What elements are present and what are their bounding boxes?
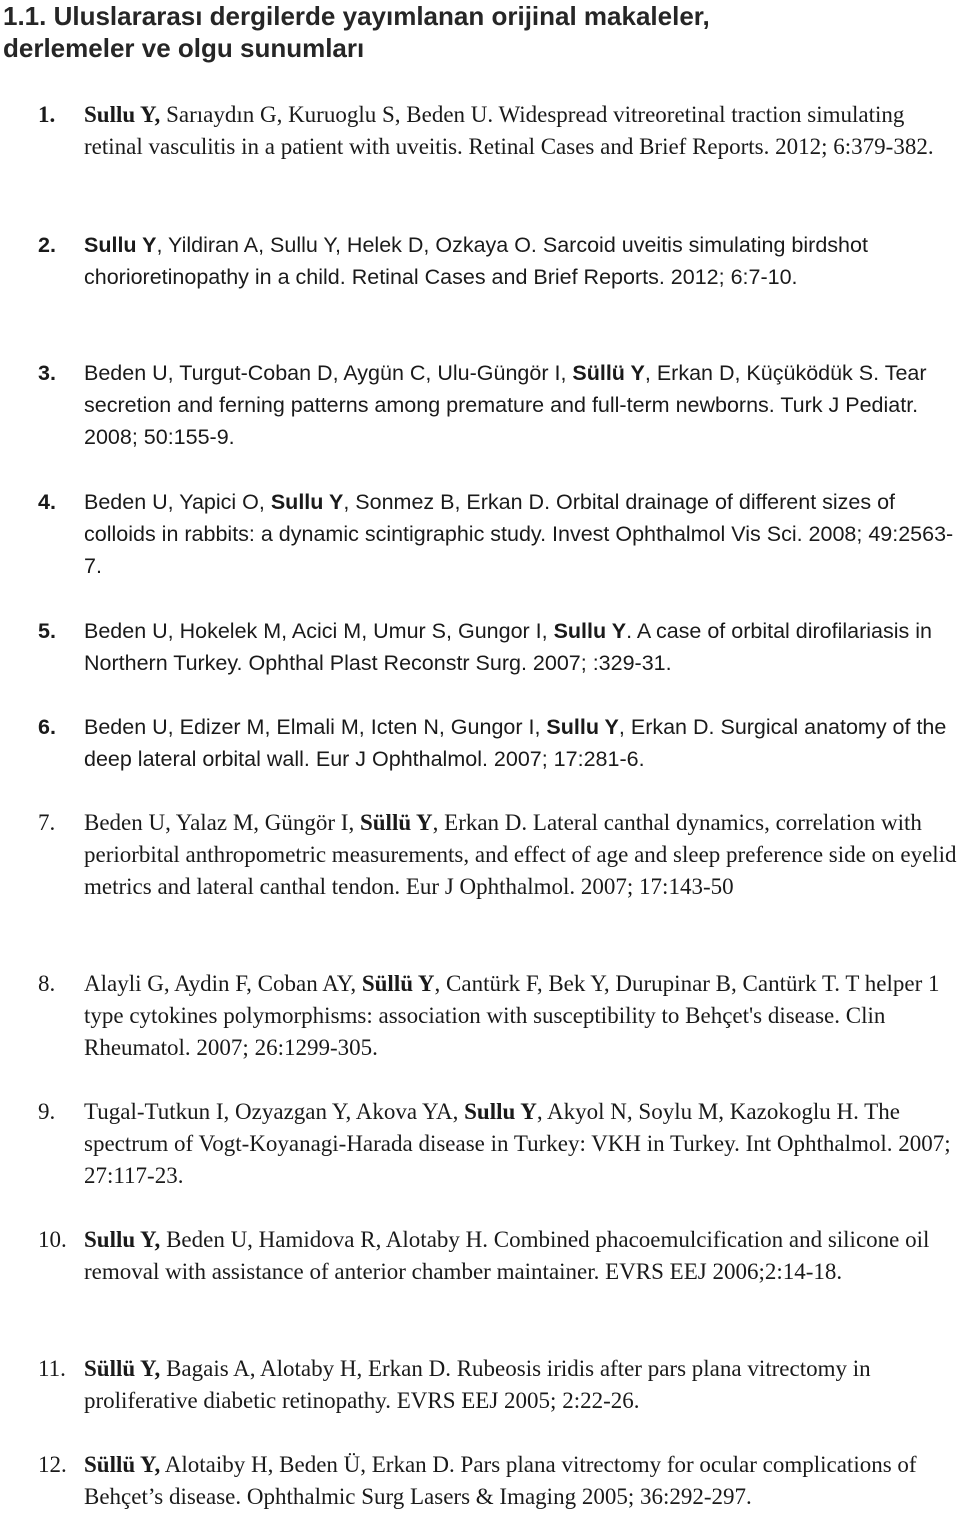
reference-text (84, 1096, 958, 1192)
highlighted-author: Sullu Y, (84, 102, 161, 127)
highlighted-author: Sullu Y (546, 715, 619, 739)
highlighted-author: Süllü Y (361, 971, 435, 996)
reference-item (38, 711, 958, 775)
reference-authors: Beden U, Hokelek M, Acici M, Umur S, Gungor I, (84, 619, 554, 643)
highlighted-author: Süllü Y, (84, 1452, 161, 1477)
reference-item (38, 1353, 958, 1417)
reference-number: 5. (38, 619, 56, 643)
reference-citation: Clin Rheumatol. 2007; 26:1299-305. (84, 1003, 886, 1060)
reference-citation: Int Ophthalmol. 2007; 27:117-23. (84, 1131, 951, 1188)
reference-number: 8. (38, 971, 56, 996)
reference-number: 9. (38, 1099, 56, 1124)
reference-number: 6. (38, 715, 56, 739)
reference-text (84, 1224, 958, 1288)
reference-title: Pars plana vitrectomy for ocular complications of Behçet’s disease. (84, 1452, 917, 1509)
highlighted-author: Sullu Y (464, 1099, 537, 1124)
reference-text (84, 1449, 958, 1513)
reference-title: Tear secretion and ferning patterns among premature and full-term newborns. (84, 361, 927, 417)
reference-citation: Ophthalmic Surg Lasers & Imaging 2005; 36:292-297. (241, 1484, 752, 1509)
highlighted-author: Sullu Y (270, 490, 344, 514)
reference-number: 2. (38, 233, 56, 257)
reference-authors-cont: , Sonmez B, Erkan D. (343, 490, 551, 514)
reference-title: Lateral canthal dynamics, correlation with periorbital anthropometric measurements, and effect of age and sleep preference side on eyelid metrics and lateral canthal tendon. (84, 810, 957, 899)
reference-authors: Beden U, Yapici O, (84, 490, 271, 514)
reference-title: T helper 1 type cytokines polymorphisms: association with susceptibility to Behçet's disease. (84, 971, 940, 1028)
reference-title: The spectrum of Vogt-Koyanagi-Harada disease in Turkey: VKH in Turkey. (84, 1099, 900, 1156)
reference-title: Rubeosis iridis after pars plana vitrectomy in proliferative diabetic retinopathy. (84, 1356, 871, 1413)
reference-title: Combined phacoemulcification and silicone oil removal with assistance of anterior chamber maintainer. (84, 1227, 930, 1284)
reference-text (84, 99, 958, 163)
reference-number: 7. (38, 810, 56, 835)
highlighted-author: Süllü Y (359, 810, 433, 835)
reference-item (38, 968, 958, 1064)
reference-number: 4. (38, 490, 56, 514)
reference-citation: Turk J Pediatr. 2008; 50:155-9. (84, 393, 919, 449)
section-heading-line-1: 1.1. Uluslararası dergilerde yayımlanan orijinal makaleler, (3, 1, 710, 31)
reference-text (84, 1353, 958, 1417)
reference-number: 11. (38, 1356, 66, 1381)
reference-title: A case of orbital dirofilariasis in Northern Turkey. (84, 619, 932, 675)
highlighted-author: Sullu Y (553, 619, 627, 643)
reference-title: Orbital drainage of different sizes of colloids in rabbits: a dynamic scintigraphic study. (84, 490, 896, 546)
reference-citation: Retinal Cases and Brief Reports. 2012; 6:7-10. (345, 265, 798, 289)
reference-text (84, 357, 958, 453)
reference-title: Surgical anatomy of the deep lateral orbital wall. (84, 715, 947, 771)
reference-authors-cont: , Cantürk F, Bek Y, Durupinar B, Cantürk T. (434, 971, 841, 996)
reference-authors-cont: , Erkan D. (432, 810, 528, 835)
highlighted-author: Süllü Y, (84, 1356, 161, 1381)
reference-item (38, 229, 958, 293)
reference-text (84, 968, 958, 1064)
reference-authors: Tugal-Tutkun I, Ozyazgan Y, Akova YA, (84, 1099, 465, 1124)
reference-text (84, 807, 958, 903)
reference-authors-cont: , Erkan D. (618, 715, 715, 739)
reference-item (38, 1449, 958, 1513)
reference-number: 3. (38, 361, 56, 385)
reference-authors-cont: , Erkan D, Küçüködük S. (644, 361, 880, 385)
reference-number: 1. (38, 102, 56, 127)
reference-item (38, 99, 958, 163)
highlighted-author: Süllü Y (572, 361, 645, 385)
reference-citation: Invest Ophthalmol Vis Sci. 2008; 49:2563-7. (84, 522, 954, 578)
reference-item (38, 615, 958, 679)
reference-title: Sarcoid uveitis simulating birdshot chorioretinopathy in a child. (84, 233, 868, 289)
reference-citation: Retinal Cases and Brief Reports. 2012; 6:379-382. (462, 134, 934, 159)
reference-citation: Ophthal Plast Reconstr Surg. 2007; :329-31. (242, 651, 672, 675)
reference-text (84, 229, 958, 293)
reference-authors: Beden U, Hamidova R, Alotaby H. (160, 1227, 489, 1252)
reference-item (38, 1224, 958, 1288)
reference-number: 10. (38, 1227, 67, 1252)
reference-item (38, 486, 958, 582)
section-heading (3, 0, 903, 64)
reference-item (38, 1096, 958, 1192)
highlighted-author: Sullu Y (84, 233, 157, 257)
reference-text (84, 486, 958, 582)
reference-authors: , Yildiran A, Sullu Y, Helek D, Ozkaya O. (156, 233, 537, 257)
reference-item (38, 357, 958, 453)
highlighted-author: Sullu Y, (84, 1227, 161, 1252)
reference-authors-cont: , Akyol N, Soylu M, Kazokoglu H. (536, 1099, 859, 1124)
reference-authors: Alayli G, Aydin F, Coban AY, (84, 971, 362, 996)
reference-authors: Beden U, Edizer M, Elmali M, Icten N, Gungor I, (84, 715, 547, 739)
reference-number: 12. (38, 1452, 67, 1477)
reference-text (84, 711, 958, 775)
reference-authors: Beden U, Yalaz M, Güngör I, (84, 810, 360, 835)
reference-authors: Alotaiby H, Beden Ü, Erkan D. (160, 1452, 455, 1477)
reference-authors: Bagais A, Alotaby H, Erkan D. (160, 1356, 451, 1381)
reference-citation: EVRS EEJ 2006;2:14-18. (599, 1259, 843, 1284)
reference-citation: Eur J Ophthalmol. 2007; 17:143-50 (400, 874, 734, 899)
section-heading-line-2: derlemeler ve olgu sunumları (3, 33, 365, 63)
reference-citation: EVRS EEJ 2005; 2:22-26. (390, 1388, 640, 1413)
reference-title: Widespread vitreoretinal traction simulating retinal vasculitis in a patient with uveitis. (84, 102, 905, 159)
reference-text (84, 615, 958, 679)
reference-authors: Beden U, Turgut-Coban D, Aygün C, Ulu-Güngör I, (84, 361, 573, 385)
reference-citation: Eur J Ophthalmol. 2007; 17:281-6. (309, 747, 645, 771)
reference-authors-cont: . (626, 619, 633, 643)
reference-item (38, 807, 958, 903)
reference-authors: Sarıaydın G, Kuruoglu S, Beden U. (160, 102, 494, 127)
